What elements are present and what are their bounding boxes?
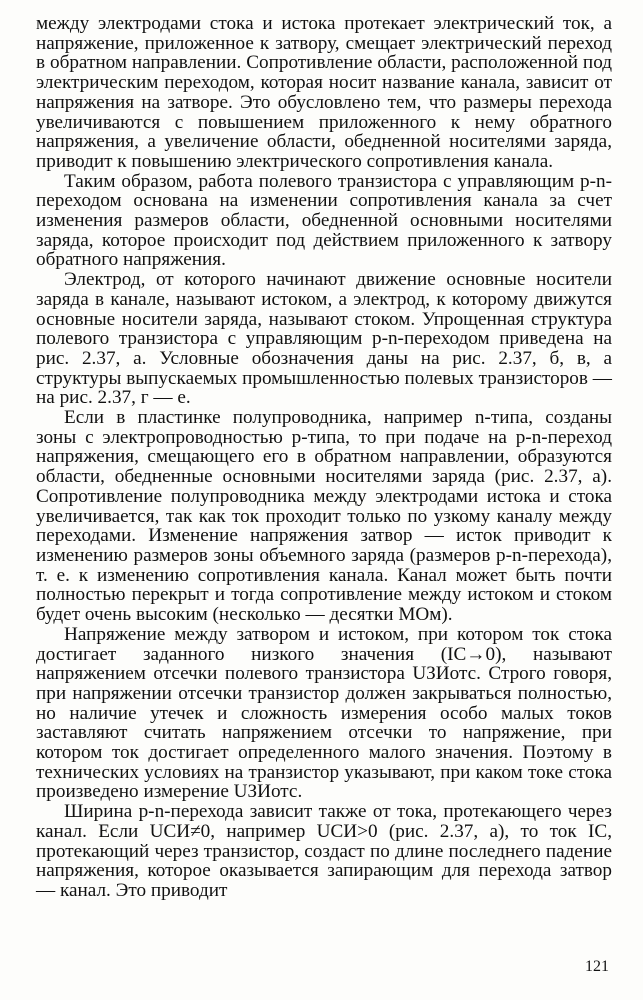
body-text <box>36 14 612 901</box>
paragraph-5: Напряжение между затвором и истоком, при котором ток стока достигает заданного низкого значения (IС→0), называют напряжением отсечки полевого транзистора UЗИотс. Строго говоря, при напряжении отсечки транзистор должен закрываться полностью, но наличие утечек и сложность измерения особо малых токов заставляют считать напряжением отсечки то напряжение, при котором ток достигает определенного малого значения. Поэтому в технических условиях на транзистор указывают, при каком токе стока произведено измерение UЗИотс. <box>36 623 612 803</box>
paragraph-4: Если в пластинке полупроводника, например n-типа, созданы зоны с электропроводностью p-типа, то при подаче на p-n-переход напряжения, смещающего его в обратном направлении, образуются области, обедненные основными носителями заряда (рис. 2.37, а). Сопротивление полупроводника между электродами истока и стока увеличивается, так как ток проходит только по узкому каналу между переходами. Изменение напряжения затвор — исток приводит к изменению размеров зоны объемного заряда (размеров p-n-перехода), т. е. к изменению сопротивления канала. Канал может быть почти полностью перекрыт и тогда сопротивление между истоком и стоком будет очень высоким (несколько — десятки МОм). <box>36 407 612 626</box>
paragraph-3: Электрод, от которого начинают движение основные носители заряда в канале, называют истоком, а электрод, к которому движутся основные носители заряда, называют стоком. Упрощенная структура полевого транзистора с управляющим p-n-переходом приведена на рис. 2.37, а. Условные обозначения даны на рис. 2.37, б, в, а структуры выпускаемых промышленностью полевых транзисторов — на рис. 2.37, г — е. <box>36 269 612 409</box>
paragraph-6: Ширина p-n-перехода зависит также от тока, протекающего через канал. Если UСИ≠0, например UСИ>0 (рис. 2.37, а), то ток IС, протекающий через транзистор, создаст по длине последнего падение напряжения, которое оказывается запирающим для перехода затвор — канал. Это приводит <box>36 801 612 901</box>
paragraph-1: между электродами стока и истока протекает электрический ток, а напряжение, приложенное к затвору, смещает электрический переход в обратном направлении. Сопротивление области, расположенной под электрическим переходом, которая носит название канала, зависит от напряжения на затворе. Это обусловлено тем, что размеры перехода увеличиваются с повышением приложенного к нему обратного напряжения, а увеличение области, обедненной носителями заряда, приводит к повышению электрического сопротивления канала. <box>36 13 612 172</box>
page-number: 121 <box>585 958 609 975</box>
paragraph-2: Таким образом, работа полевого транзистора с управляющим p-n-переходом основана на изменении сопротивления канала за счет изменения размеров области, обедненной основными носителями заряда, которое происходит под действием приложенного к затвору обратного напряжения. <box>36 170 612 271</box>
